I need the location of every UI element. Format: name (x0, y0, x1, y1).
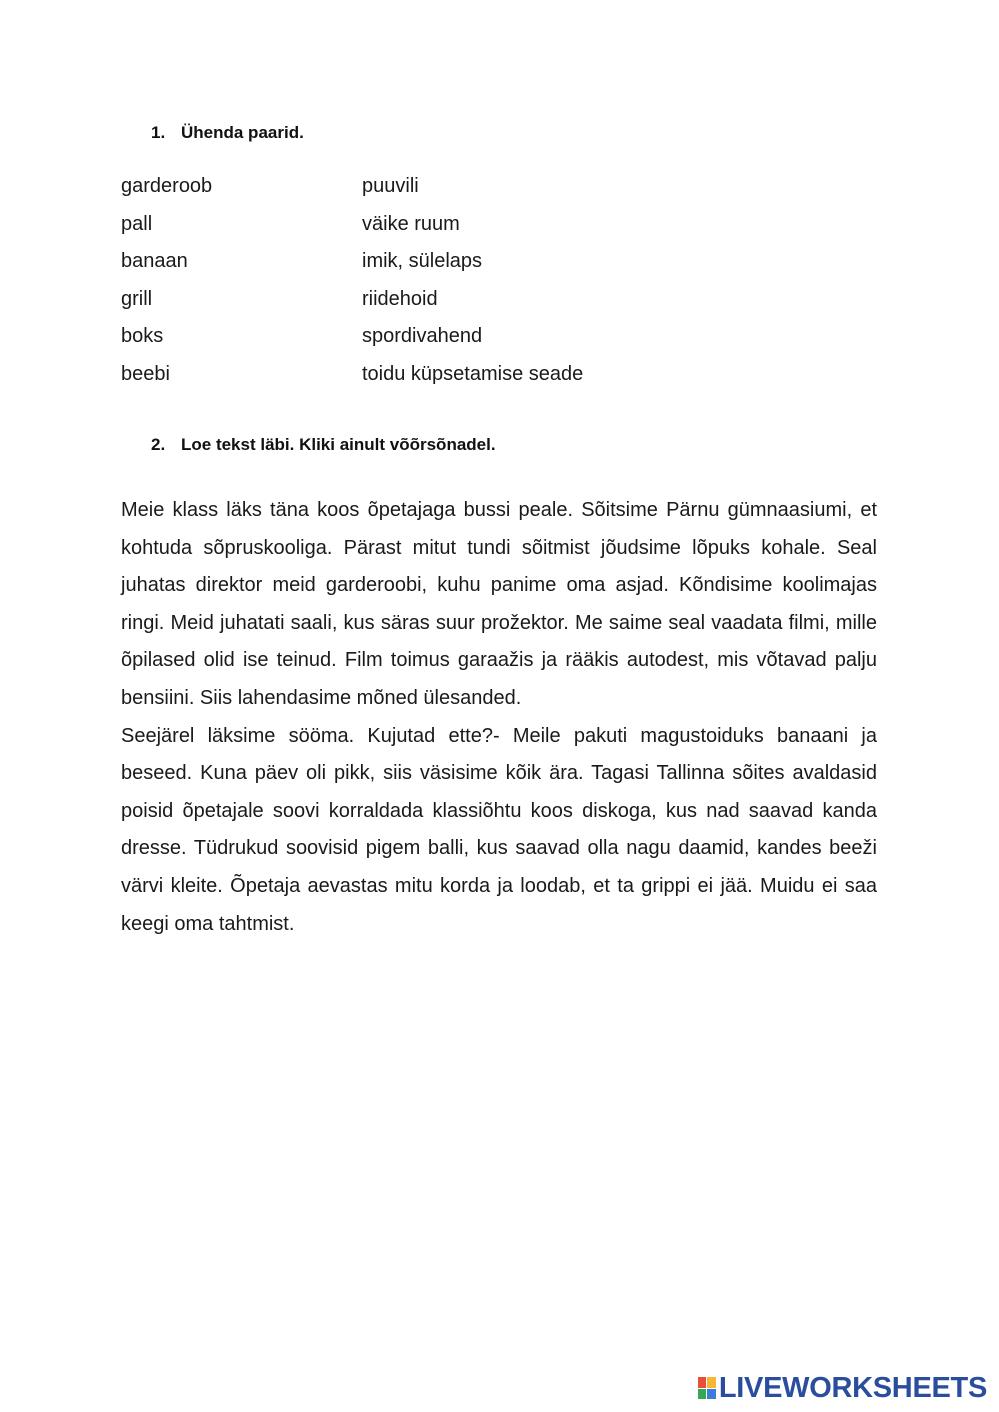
pair-row (121, 172, 641, 210)
pair-word[interactable]: boks (121, 325, 164, 348)
logo-tile-yellow (707, 1377, 716, 1388)
pair-definition[interactable]: toidu küpsetamise seade (362, 362, 584, 385)
task1-number: 1. (151, 123, 166, 142)
logo-tile-red (698, 1377, 707, 1388)
logo-wordmark: LIVEWORKSHEETS (718, 1371, 987, 1404)
pair-word[interactable]: beebi (121, 362, 170, 385)
liveworksheets-logo (698, 1372, 987, 1404)
pair-definition[interactable]: riidehoid (362, 287, 438, 310)
logo-tile-blue (707, 1389, 716, 1400)
pair-row (121, 285, 641, 323)
story-paragraph-2[interactable]: Seejärel läksime sööma. Kujutad ette?- Meile pakuti magustoiduks banaani ja beseed. Kuna päev oli pikk, siis väsisime kõik ära. Tagasi Tallinna sõites avaldasid poisid õpetajale soovi korraldada klassiõhtu koos diskoga, kus nad saavad kanda dresse. Tüdrukud soovisid pigem balli, kus saavad olla nagu daamid, kandes beeži värvi kleite. Õpetaja aevastas mitu korda ja loodab, et ta grippi ei jää. Muidu ei saa keegi oma tahtmist. (121, 724, 877, 935)
pair-word[interactable]: pall (121, 212, 153, 235)
matching-pairs-list (121, 172, 641, 398)
pair-word[interactable]: banaan (121, 250, 188, 273)
task1-heading (151, 123, 304, 143)
pair-definition[interactable]: spordivahend (362, 325, 483, 348)
pair-definition[interactable]: puuvili (362, 175, 419, 197)
pair-row (121, 322, 641, 360)
story-text (121, 492, 877, 943)
task2-heading (151, 435, 496, 455)
task1-title: Ühenda paarid. (181, 123, 304, 142)
pair-row (121, 247, 641, 285)
logo-tile-green (698, 1389, 707, 1400)
pair-definition[interactable]: väike ruum (362, 212, 460, 235)
pair-row (121, 210, 641, 248)
pair-word[interactable]: garderoob (121, 175, 213, 197)
story-paragraph-1[interactable]: Meie klass läks täna koos õpetajaga bussi peale. Sõitsime Pärnu gümnaasiumi, et kohtuda sõpruskooliga. Pärast mitut tundi sõitmist jõudsime lõpuks kohale. Seal juhatas direktor meid garderoobi, kuhu panime oma asjad. Kõndisime koolimajas ringi. Meid juhatati saali, kus säras suur prožektor. Me saime seal vaadata filmi, mille õpilased olid ise teinud. Film toimus garaažis ja rääkis autodest, mis võtavad palju bensiini. Siis lahendasime mõned ülesanded. (121, 499, 877, 709)
liveworksheets-logo-icon (698, 1377, 716, 1399)
pair-word[interactable]: grill (121, 287, 153, 310)
task2-number: 2. (151, 435, 166, 454)
pair-definition[interactable]: imik, sülelaps (362, 250, 483, 273)
pair-row (121, 360, 641, 398)
task2-title: Loe tekst läbi. Kliki ainult võõrsõnadel. (181, 435, 496, 454)
